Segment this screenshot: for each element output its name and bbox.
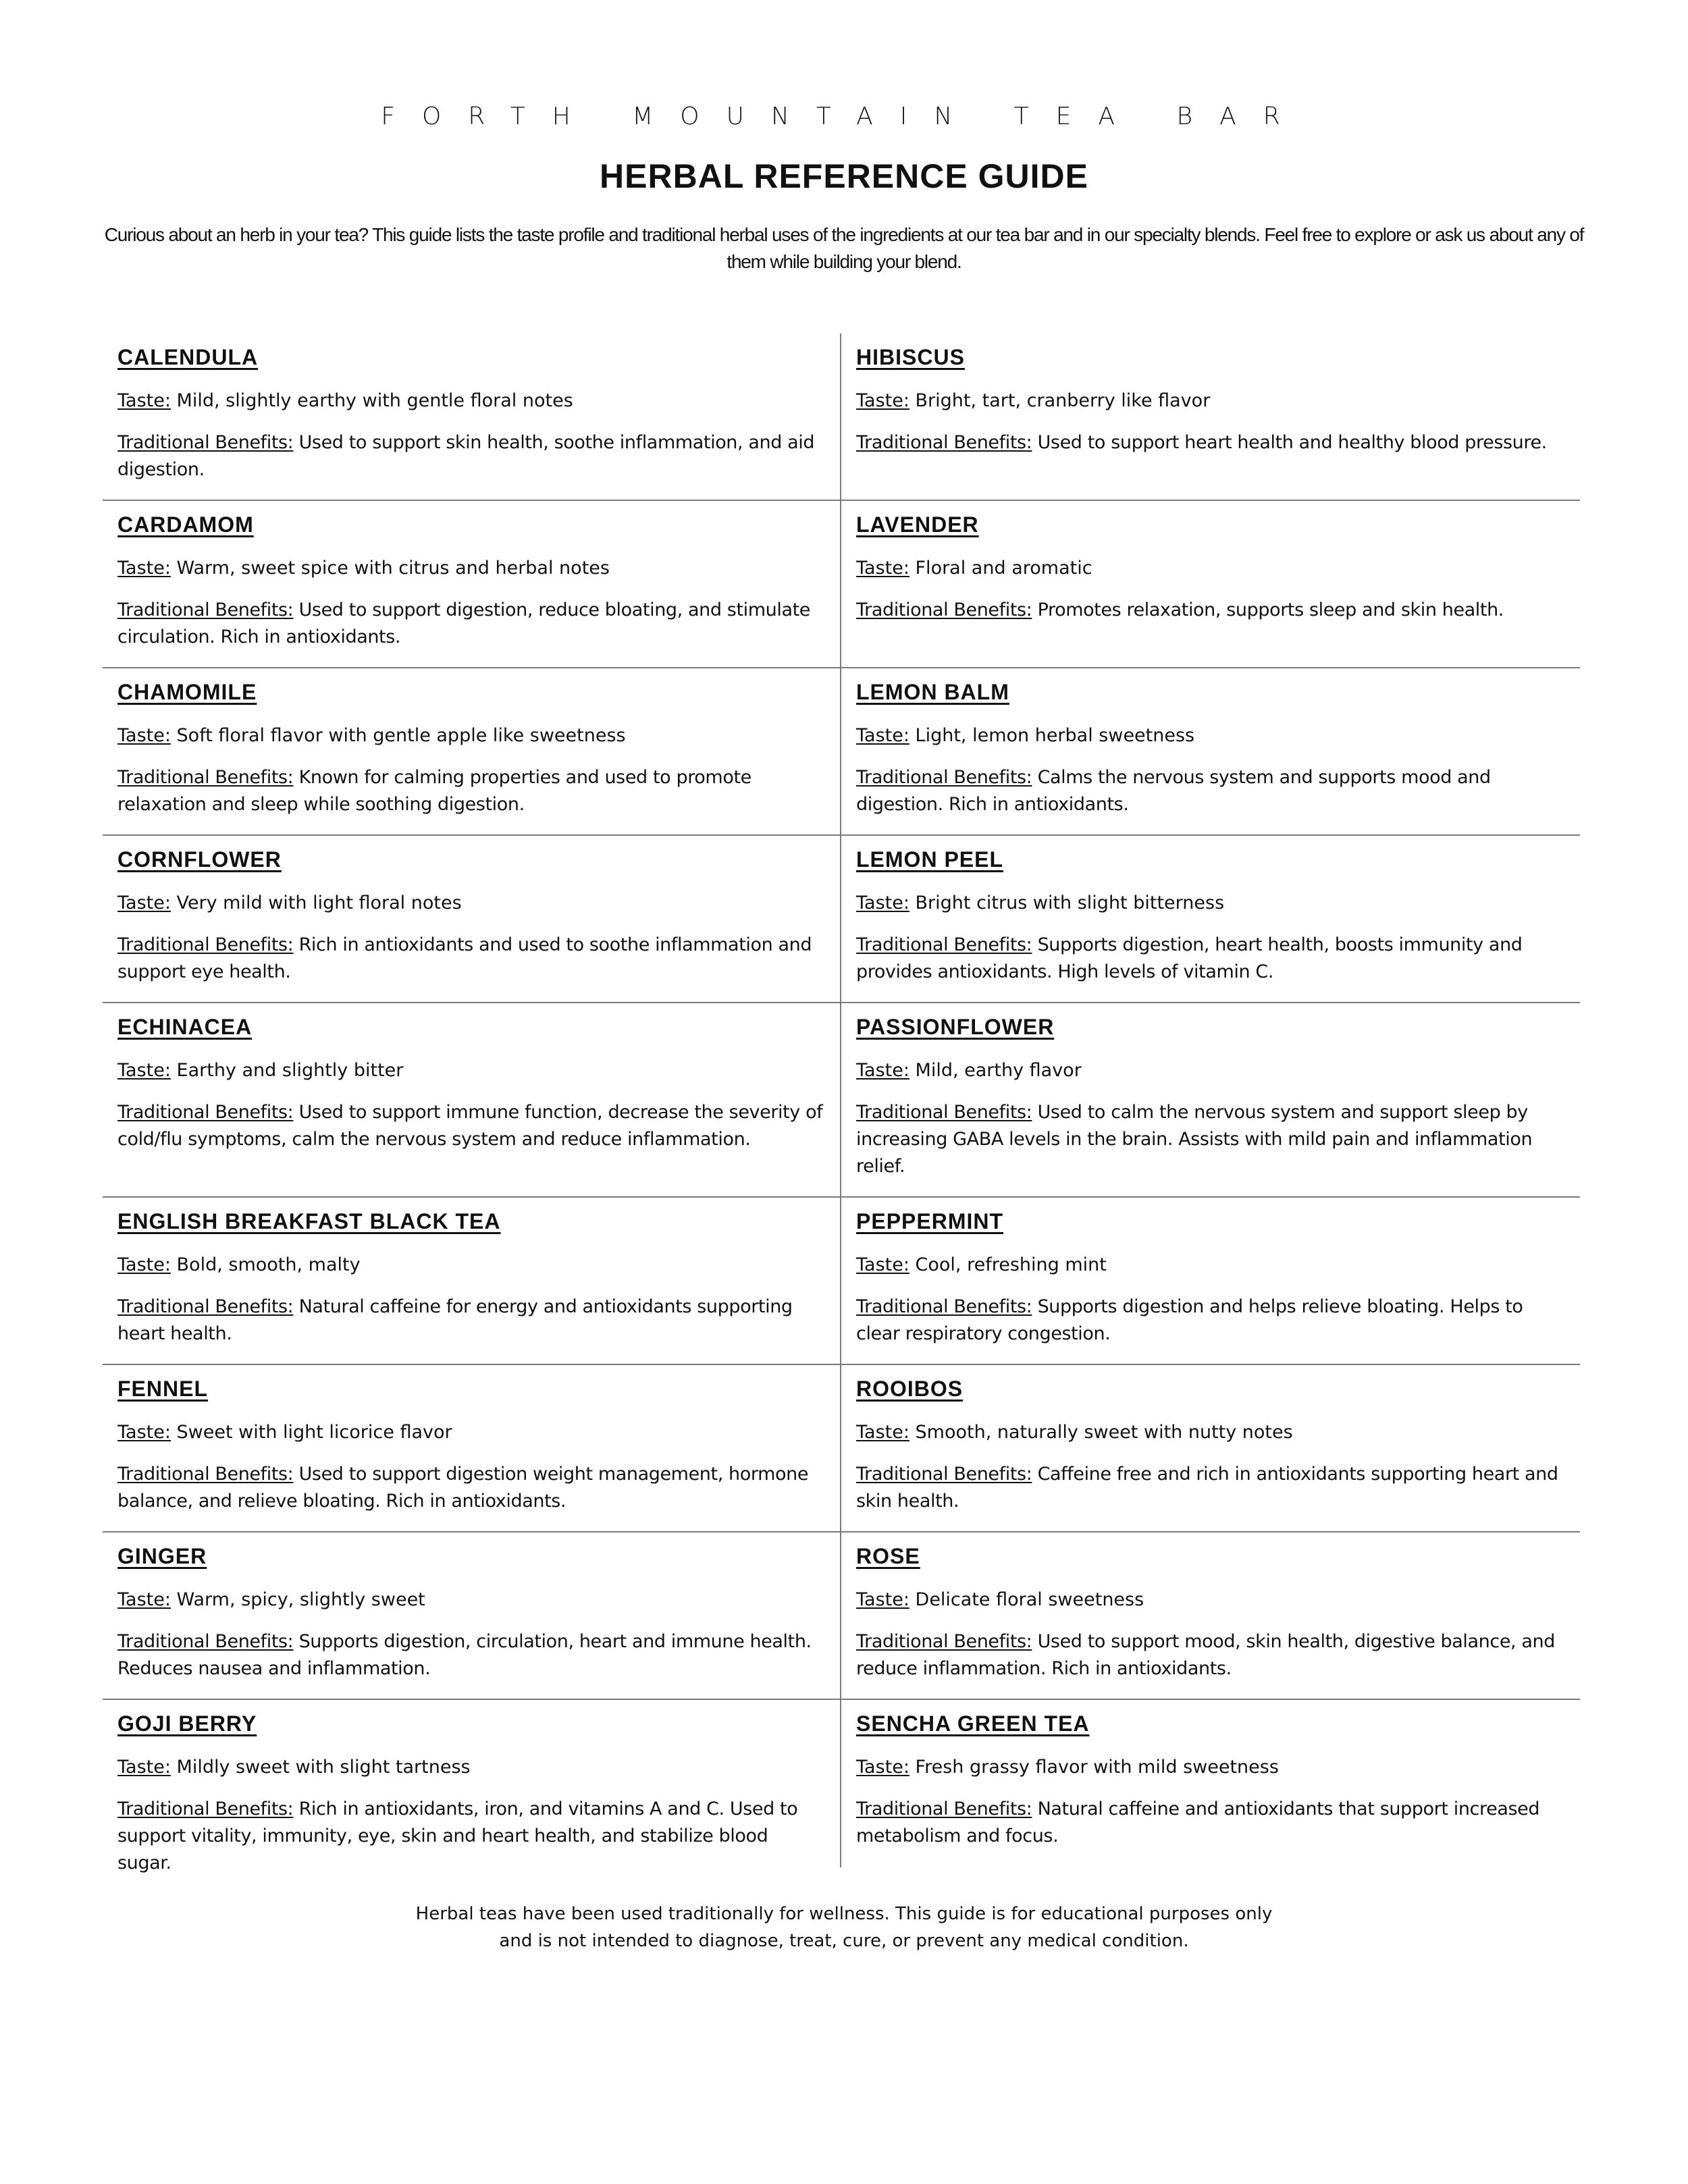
herb-benefits (856, 1099, 1566, 1180)
benefits-label: Traditional Benefits: (856, 432, 1032, 453)
taste-label: Taste: (856, 1757, 909, 1778)
herb-name: SENCHA GREEN TEA (856, 1711, 1090, 1736)
herb-name: PEPPERMINT (856, 1209, 1004, 1233)
taste-label: Taste: (856, 558, 909, 579)
herb-entry-rooibos (841, 1365, 1580, 1533)
benefits-value: Used to calm the nervous system and support sleep by increasing GABA levels in the brain. Assists with mild pain and inflammation relief. (856, 1102, 1533, 1177)
page-title: HERBAL REFERENCE GUIDE (600, 157, 1088, 195)
herb-name: CARDAMOM (117, 512, 254, 537)
benefits-value: Used to support heart health and healthy blood pressure. (1037, 432, 1547, 453)
intro-text: Curious about an herb in your tea? This guide lists the taste profile and traditional herbal uses of the ingredients at our tea bar and in our specialty blends. Feel free to explore or ask us about any of them while building your blend. (104, 224, 1584, 272)
benefits-value: Used to support digestion, reduce bloating, and stimulate circulation. Rich in antioxidants. (117, 600, 811, 647)
herb-entry-peppermint (841, 1198, 1580, 1365)
benefits-value: Used to support immune function, decrease the severity of cold/flu symptoms, calm the nervous system and reduce inflammation. (117, 1102, 823, 1150)
herb-entry-goji-berry (103, 1700, 841, 1873)
herb-entry-cardamom (103, 501, 841, 668)
herb-name: FENNEL (117, 1377, 208, 1401)
taste-value: Floral and aromatic (915, 558, 1092, 579)
benefits-value: Used to support mood, skin health, digestive balance, and reduce inflammation. Rich in antioxidants. (856, 1631, 1556, 1679)
taste-value: Fresh grassy flavor with mild sweetness (915, 1757, 1279, 1778)
benefits-label: Traditional Benefits: (117, 1799, 294, 1819)
herb-benefits (117, 1796, 826, 1877)
herb-entry-lemon-peel (841, 836, 1580, 1003)
herb-name: PASSIONFLOWER (856, 1015, 1055, 1039)
herb-benefits (117, 1628, 826, 1682)
taste-label: Taste: (117, 390, 171, 411)
herb-name: HIBISCUS (856, 345, 965, 369)
benefits-value: Rich in antioxidants and used to soothe inflammation and support eye health. (117, 934, 812, 982)
benefits-label: Traditional Benefits: (117, 1631, 294, 1652)
herb-taste (856, 1587, 1566, 1614)
herb-name: ROOIBOS (856, 1377, 964, 1401)
benefits-label: Traditional Benefits: (856, 1102, 1032, 1123)
benefits-label: Traditional Benefits: (856, 1799, 1032, 1819)
herb-name: ENGLISH BREAKFAST BLACK TEA (117, 1209, 501, 1233)
benefits-label: Traditional Benefits: (117, 1464, 294, 1485)
taste-label: Taste: (856, 1589, 909, 1610)
taste-value: Mildly sweet with slight tartness (176, 1757, 471, 1778)
taste-value: Very mild with light floral notes (176, 893, 462, 913)
taste-label: Taste: (117, 725, 171, 746)
taste-label: Taste: (856, 725, 909, 746)
taste-value: Bright, tart, cranberry like flavor (915, 390, 1211, 411)
herb-benefits (117, 1099, 826, 1153)
benefits-value: Supports digestion, circulation, heart and immune health. Reduces nausea and inflammation. (117, 1631, 812, 1679)
herb-name: ROSE (856, 1544, 920, 1568)
herb-benefits (856, 597, 1566, 624)
herb-taste (117, 388, 826, 415)
herb-name: ECHINACEA (117, 1015, 253, 1039)
benefits-value: Promotes relaxation, supports sleep and skin health. (1037, 600, 1504, 620)
herb-benefits (117, 932, 826, 986)
herb-entry-sencha-green-tea (841, 1700, 1580, 1867)
benefits-value: Natural caffeine for energy and antioxidants supporting heart health. (117, 1296, 793, 1344)
benefits-value: Known for calming properties and used to promote relaxation and sleep while soothing digestion. (117, 767, 751, 815)
benefits-label: Traditional Benefits: (856, 1296, 1032, 1317)
herb-name: LEMON BALM (856, 680, 1009, 704)
benefits-label: Traditional Benefits: (856, 767, 1032, 788)
taste-value: Soft floral flavor with gentle apple like sweetness (176, 725, 626, 746)
disclaimer-line-2: and is not intended to diagnose, treat, cure, or prevent any medical condition. (499, 1931, 1189, 1951)
herb-entry-calendula (103, 334, 841, 501)
taste-value: Cool, refreshing mint (915, 1254, 1107, 1275)
herb-benefits (856, 1628, 1566, 1682)
herb-entry-cornflower (103, 836, 841, 1003)
taste-label: Taste: (117, 1757, 171, 1778)
herb-benefits (117, 597, 826, 651)
herb-benefits (856, 1294, 1566, 1348)
taste-label: Taste: (856, 1060, 909, 1081)
herb-name: CHAMOMILE (117, 680, 257, 704)
herb-taste (856, 1252, 1566, 1279)
herb-name: CORNFLOWER (117, 847, 282, 872)
herb-name: CALENDULA (117, 345, 259, 369)
herb-taste (117, 890, 826, 917)
herb-benefits (856, 932, 1566, 986)
herb-benefits (117, 429, 826, 483)
taste-value: Light, lemon herbal sweetness (915, 725, 1195, 746)
benefits-value: Rich in antioxidants, iron, and vitamins A and C. Used to support vitality, immunity, eye, skin and heart health, and stabilize blood sugar. (117, 1799, 798, 1873)
benefits-label: Traditional Benefits: (856, 934, 1032, 955)
benefits-label: Traditional Benefits: (117, 1102, 294, 1123)
herb-benefits (856, 1461, 1566, 1515)
herb-entry-lavender (841, 501, 1580, 668)
benefits-label: Traditional Benefits: (117, 432, 294, 453)
herb-taste (856, 1754, 1566, 1781)
herb-taste (117, 555, 826, 582)
benefits-label: Traditional Benefits: (117, 767, 294, 788)
taste-label: Taste: (856, 1422, 909, 1443)
taste-value: Warm, sweet spice with citrus and herbal notes (176, 558, 610, 579)
taste-value: Delicate floral sweetness (915, 1589, 1144, 1610)
benefits-value: Calms the nervous system and supports mood and digestion. Rich in antioxidants. (856, 767, 1491, 815)
herb-benefits (856, 1796, 1566, 1850)
benefits-label: Traditional Benefits: (856, 1464, 1032, 1485)
herb-entry-fennel (103, 1365, 841, 1533)
benefits-label: Traditional Benefits: (117, 600, 294, 620)
taste-label: Taste: (856, 893, 909, 913)
herb-benefits (117, 1461, 826, 1515)
benefits-value: Natural caffeine and antioxidants that support increased metabolism and focus. (856, 1799, 1540, 1846)
taste-label: Taste: (117, 1254, 171, 1275)
herb-taste (117, 1252, 826, 1279)
herb-benefits (117, 1294, 826, 1348)
herb-taste (856, 1419, 1566, 1446)
taste-label: Taste: (856, 1254, 909, 1275)
herb-name: LAVENDER (856, 512, 979, 537)
herb-name: LEMON PEEL (856, 847, 1004, 872)
taste-value: Bold, smooth, malty (176, 1254, 361, 1275)
benefits-value: Caffeine free and rich in antioxidants supporting heart and skin health. (856, 1464, 1558, 1512)
benefits-value: Supports digestion and helps relieve bloating. Helps to clear respiratory congestion. (856, 1296, 1523, 1344)
benefits-value: Used to support digestion weight management, hormone balance, and relieve bloating. Rich in antioxidants. (117, 1464, 809, 1512)
disclaimer (270, 1900, 1418, 1954)
taste-label: Taste: (117, 1060, 171, 1081)
herb-benefits (856, 429, 1566, 456)
herb-entry-ginger (103, 1533, 841, 1700)
herb-taste (856, 1057, 1566, 1084)
herb-taste (117, 1419, 826, 1446)
taste-value: Mild, slightly earthy with gentle floral notes (176, 390, 573, 411)
herb-entry-rose (841, 1533, 1580, 1700)
taste-value: Sweet with light licorice flavor (176, 1422, 452, 1443)
benefits-label: Traditional Benefits: (117, 1296, 294, 1317)
herb-taste (856, 555, 1566, 582)
herb-taste (117, 722, 826, 749)
herb-table (103, 334, 1580, 1873)
taste-label: Taste: (117, 1422, 171, 1443)
herb-entry-chamomile (103, 668, 841, 836)
taste-label: Taste: (856, 390, 909, 411)
benefits-value: Used to support skin health, soothe inflammation, and aid digestion. (117, 432, 815, 480)
benefits-label: Traditional Benefits: (117, 934, 294, 955)
herb-entry-hibiscus (841, 334, 1580, 501)
herb-entry-english-breakfast (103, 1198, 841, 1365)
benefits-value: Supports digestion, heart health, boosts immunity and provides antioxidants. High levels of vitamin C. (856, 934, 1523, 982)
herb-entry-passionflower (841, 1003, 1580, 1198)
taste-label: Taste: (117, 893, 171, 913)
disclaimer-line-1: Herbal teas have been used traditionally for wellness. This guide is for educational purposes only (415, 1904, 1273, 1924)
taste-value: Warm, spicy, slightly sweet (176, 1589, 425, 1610)
herb-taste (856, 722, 1566, 749)
taste-value: Earthy and slightly bitter (176, 1060, 404, 1081)
herb-entry-lemon-balm (841, 668, 1580, 836)
taste-value: Smooth, naturally sweet with nutty notes (915, 1422, 1293, 1443)
herb-taste (856, 890, 1566, 917)
herb-benefits (856, 764, 1566, 818)
herb-name: GOJI BERRY (117, 1711, 257, 1736)
herb-taste (117, 1754, 826, 1781)
brand-name: FORTH MOUNTAIN TEA BAR (381, 103, 1307, 130)
herb-entry-echinacea (103, 1003, 841, 1198)
herb-name: GINGER (117, 1544, 207, 1568)
taste-label: Taste: (117, 1589, 171, 1610)
taste-value: Bright citrus with slight bitterness (915, 893, 1225, 913)
benefits-label: Traditional Benefits: (856, 1631, 1032, 1652)
benefits-label: Traditional Benefits: (856, 600, 1032, 620)
taste-value: Mild, earthy flavor (915, 1060, 1082, 1081)
herb-benefits (117, 764, 826, 818)
herb-taste (117, 1587, 826, 1614)
herb-taste (117, 1057, 826, 1084)
taste-label: Taste: (117, 558, 171, 579)
herb-taste (856, 388, 1566, 415)
